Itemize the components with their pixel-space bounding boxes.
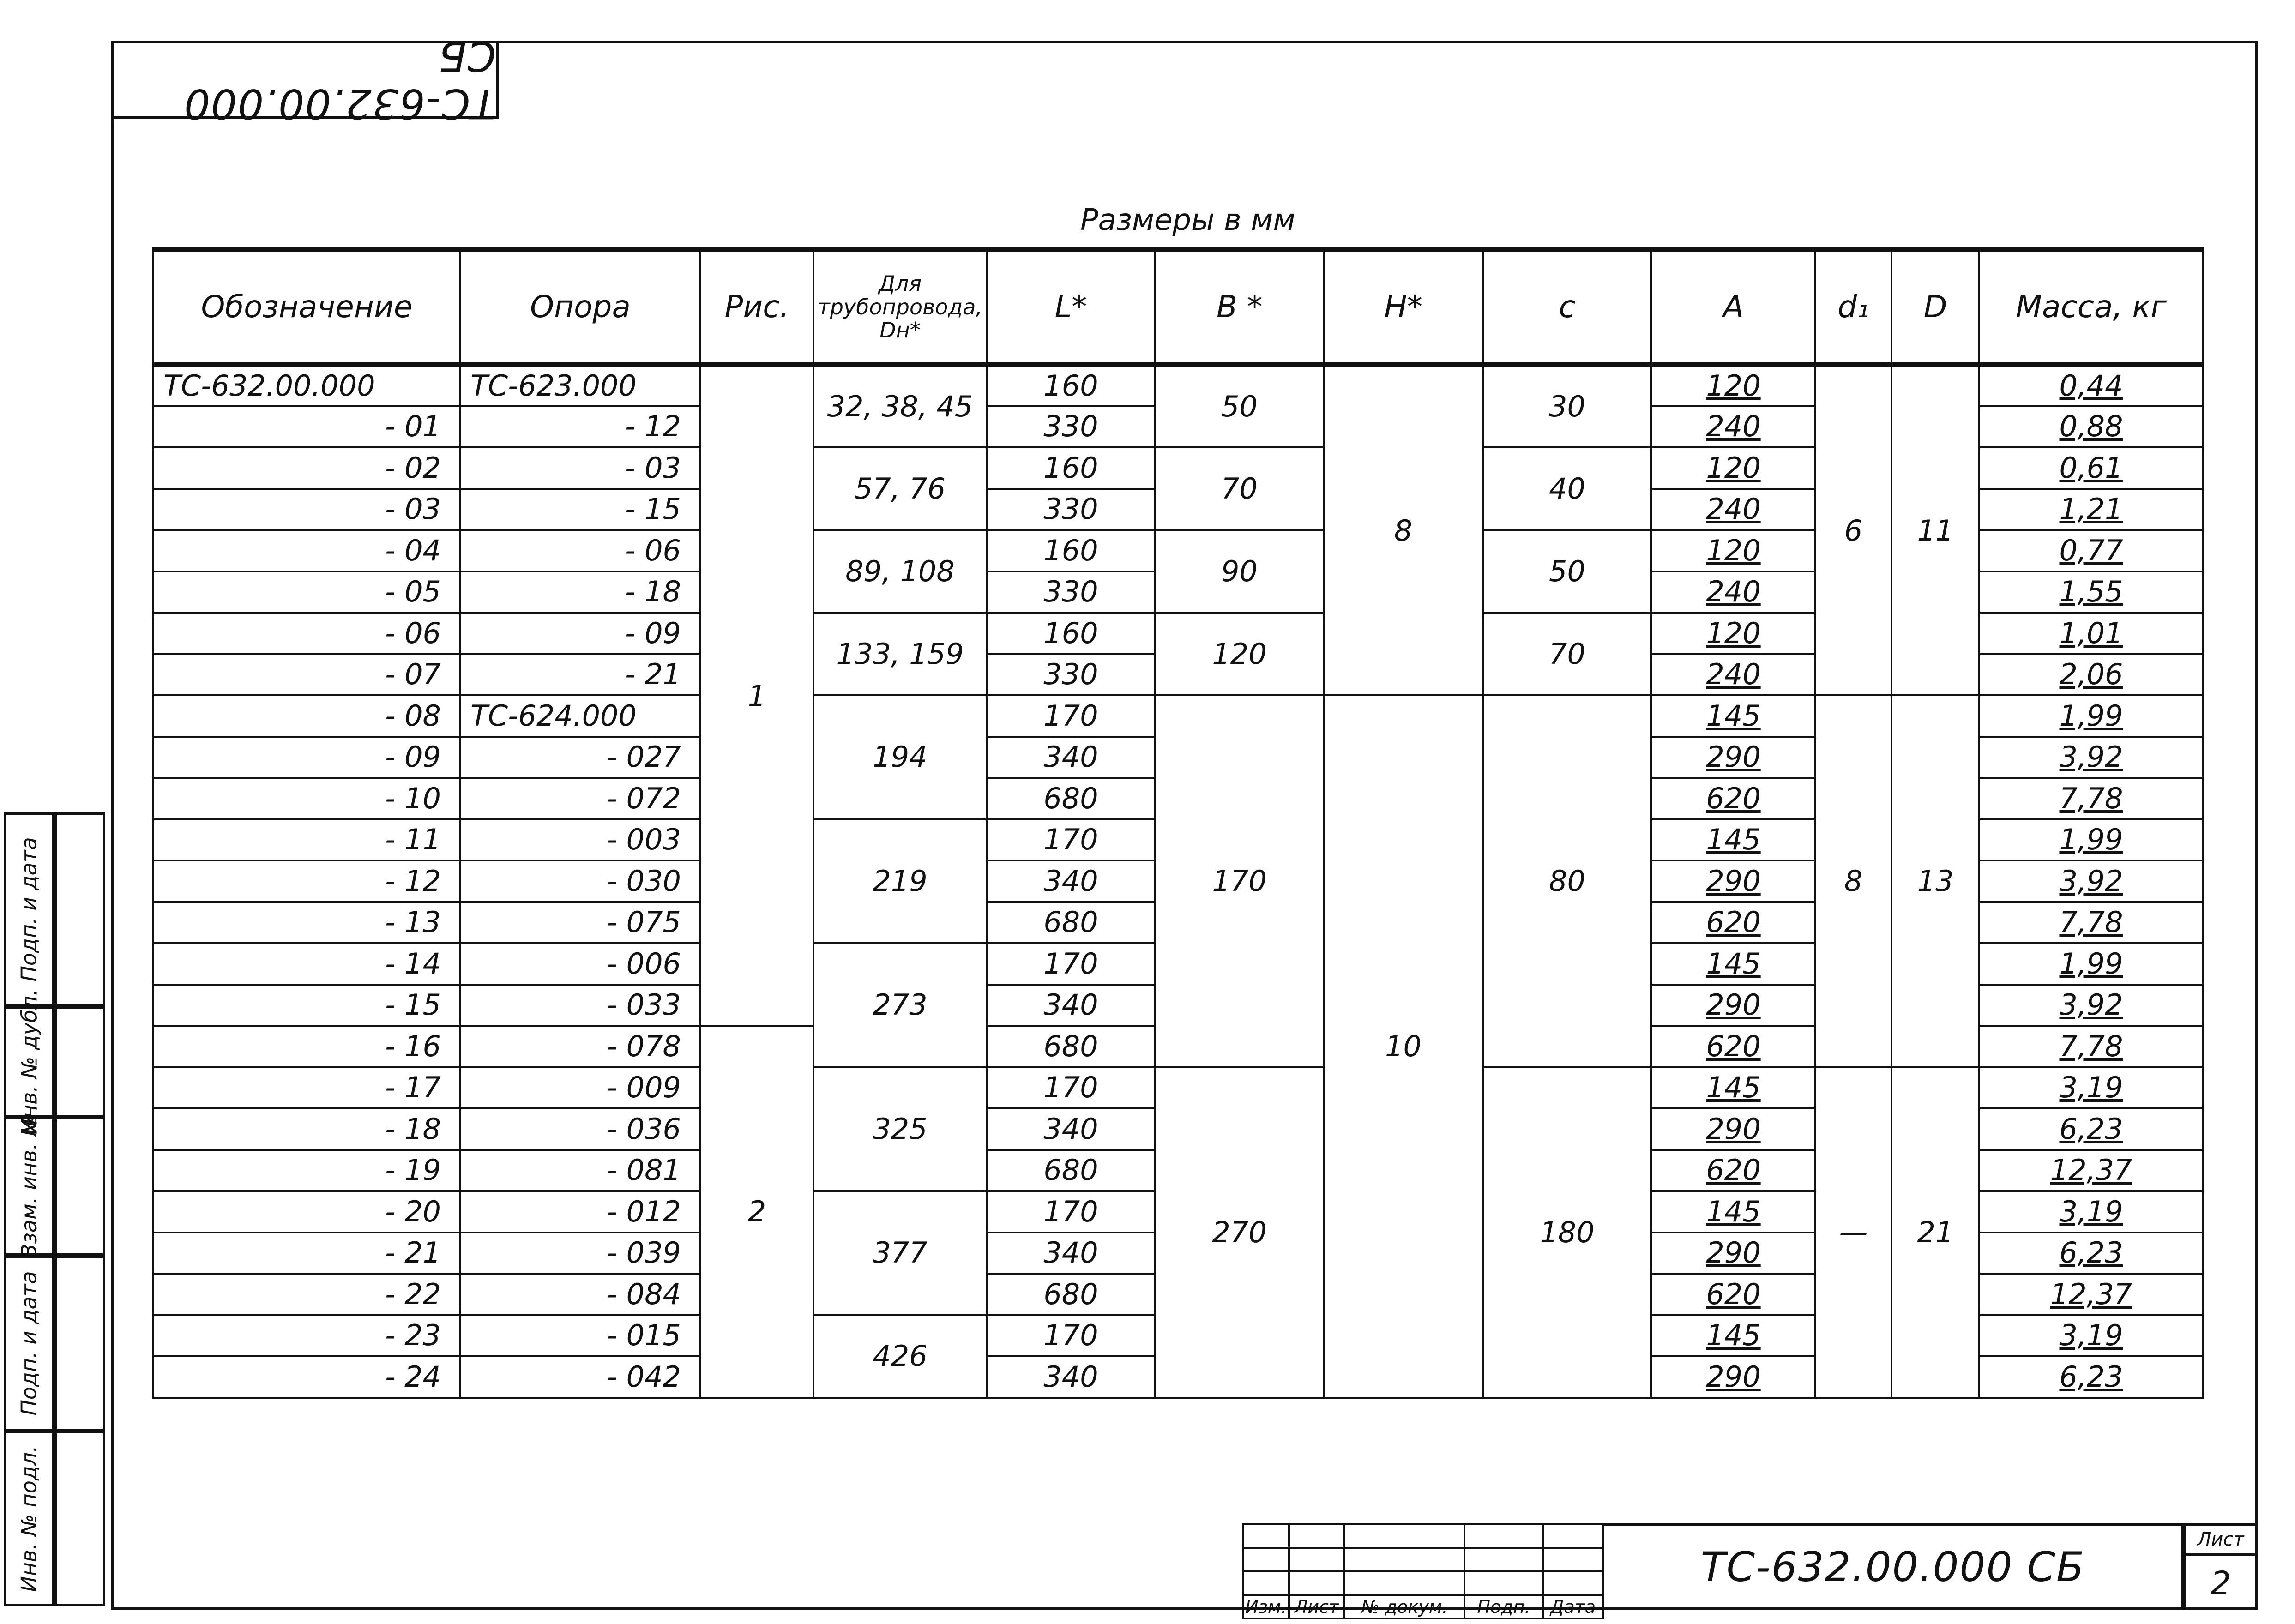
cell-designation: - 02 [153,447,460,489]
header-support: Опора [460,249,700,365]
units-note: Размеры в мм [1080,203,1295,237]
cell-support: - 006 [460,943,700,985]
cell-mass: 3,19 [1979,1191,2203,1233]
cell-A: 620 [1651,1274,1815,1315]
cell-mass: 3,92 [1979,737,2203,778]
cell-L: 170 [987,819,1155,861]
header-d1: d₁ [1815,249,1891,365]
rev-col-izm: Изм. [1243,1595,1289,1618]
cell-designation: - 15 [153,985,460,1026]
cell-L: 680 [987,1026,1155,1067]
cell-A: 240 [1651,571,1815,613]
cell-A: 290 [1651,860,1815,902]
cell-designation: - 13 [153,902,460,944]
cell-A: 290 [1651,1356,1815,1398]
cell-A: 240 [1651,654,1815,696]
cell-support: - 036 [460,1108,700,1150]
cell-support: - 06 [460,530,700,571]
header-pipe: Для трубопровода, Dн* [813,249,987,365]
cell-L: 170 [987,1067,1155,1109]
cell-A: 145 [1651,1315,1815,1357]
cell-pipe: 219 [813,819,987,944]
cell-support: - 03 [460,447,700,489]
cell-d1: 8 [1815,695,1891,1067]
cell-A: 145 [1651,943,1815,985]
cell-A: 145 [1651,1067,1815,1109]
cell-mass: 1,99 [1979,819,2203,861]
cell-mass: 0,44 [1979,365,2203,406]
cell-A: 290 [1651,737,1815,778]
header-H: H* [1324,249,1483,365]
cell-designation: - 19 [153,1150,460,1191]
cell-L: 160 [987,365,1155,406]
cell-designation: - 08 [153,695,460,737]
table-row [153,365,2203,406]
cell-B: 50 [1155,365,1324,447]
cell-support: - 078 [460,1026,700,1067]
cell-mass: 3,19 [1979,1315,2203,1357]
cell-L: 680 [987,778,1155,819]
cell-support: - 009 [460,1067,700,1109]
cell-D: 11 [1891,365,1979,695]
rev-col-doc: № докум. [1344,1595,1464,1618]
header-c: c [1483,249,1651,365]
cell-designation: - 23 [153,1315,460,1357]
cell-pipe: 133, 159 [813,613,987,695]
revision-grid [1242,1523,1604,1619]
cell-A: 145 [1651,819,1815,861]
header-A: A [1651,249,1815,365]
cell-designation: ТС-632.00.000 [153,365,460,406]
spec-table [152,247,2204,1399]
cell-B: 170 [1155,695,1324,1067]
rev-col-date: Дата [1543,1595,1603,1618]
cell-L: 160 [987,530,1155,571]
sheet-box [2184,1523,2258,1610]
cell-d1: — [1815,1067,1891,1398]
cell-support: - 027 [460,737,700,778]
cell-mass: 1,99 [1979,943,2203,985]
cell-support: - 012 [460,1191,700,1233]
cell-designation: - 09 [153,737,460,778]
cell-mass: 2,06 [1979,654,2203,696]
title-block [1242,1523,2258,1617]
side-blank-3 [54,1006,105,1117]
cell-L: 340 [987,1233,1155,1274]
cell-A: 240 [1651,406,1815,448]
sheet-number: 2 [2210,1564,2231,1602]
cell-pipe: 57, 76 [813,447,987,530]
side-cell-4: Подп. и дата [4,812,54,1006]
cell-mass: 12,37 [1979,1274,2203,1315]
cell-support: - 15 [460,489,700,530]
cell-B: 70 [1155,447,1324,530]
cell-pipe: 273 [813,943,987,1067]
cell-pipe: 32, 38, 45 [813,365,987,447]
side-blank-1 [54,1256,105,1431]
cell-L: 680 [987,1150,1155,1191]
cell-D: 13 [1891,695,1979,1067]
cell-A: 240 [1651,489,1815,530]
table-header-row [153,249,2203,365]
cell-designation: - 07 [153,654,460,696]
cell-support: - 030 [460,860,700,902]
cell-pipe: 377 [813,1191,987,1315]
cell-mass: 3,92 [1979,985,2203,1026]
cell-designation: - 16 [153,1026,460,1067]
cell-c: 40 [1483,447,1651,530]
cell-support: ТС-624.000 [460,695,700,737]
cell-B: 90 [1155,530,1324,613]
cell-support: - 21 [460,654,700,696]
cell-c: 80 [1483,695,1651,1067]
top-doc-stamp [111,32,499,127]
cell-mass: 6,23 [1979,1108,2203,1150]
cell-support: - 003 [460,819,700,861]
cell-L: 160 [987,447,1155,489]
header-fig: Рис. [700,249,813,365]
rev-col-list: Лист [1289,1595,1344,1618]
cell-mass: 0,77 [1979,530,2203,571]
cell-L: 340 [987,1108,1155,1150]
cell-mass: 7,78 [1979,778,2203,819]
cell-A: 120 [1651,447,1815,489]
cell-A: 290 [1651,985,1815,1026]
cell-mass: 6,23 [1979,1356,2203,1398]
side-cell-0: Инв. № подл. [4,1431,54,1606]
cell-L: 330 [987,654,1155,696]
cell-B: 120 [1155,613,1324,695]
table-row [153,1067,2203,1109]
cell-designation: - 03 [153,489,460,530]
cell-A: 620 [1651,1150,1815,1191]
cell-pipe: 194 [813,695,987,819]
cell-L: 170 [987,1191,1155,1233]
header-mass: Масса, кг [1979,249,2203,365]
cell-A: 290 [1651,1108,1815,1150]
cell-designation: - 11 [153,819,460,861]
cell-A: 620 [1651,778,1815,819]
side-blank-4 [54,812,105,1006]
side-stamp [4,812,105,1606]
side-cell-1: Подп. и дата [4,1256,54,1431]
header-B: B * [1155,249,1324,365]
cell-designation: - 17 [153,1067,460,1109]
sheet-label: Лист [2186,1526,2255,1556]
cell-H: 8 [1324,365,1483,695]
cell-designation: - 14 [153,943,460,985]
header-D: D [1891,249,1979,365]
cell-support: - 033 [460,985,700,1026]
cell-c: 70 [1483,613,1651,695]
cell-mass: 0,88 [1979,406,2203,448]
cell-support: - 12 [460,406,700,448]
cell-A: 620 [1651,1026,1815,1067]
cell-designation: - 04 [153,530,460,571]
cell-support: - 072 [460,778,700,819]
cell-designation: - 10 [153,778,460,819]
cell-A: 145 [1651,695,1815,737]
cell-support: - 042 [460,1356,700,1398]
cell-support: - 015 [460,1315,700,1357]
cell-L: 340 [987,737,1155,778]
header-L: L* [987,249,1155,365]
cell-fig: 1 [700,365,813,1026]
cell-mass: 6,23 [1979,1233,2203,1274]
header-designation: Обозначение [153,249,460,365]
cell-A: 120 [1651,530,1815,571]
cell-c: 50 [1483,530,1651,613]
cell-L: 170 [987,943,1155,985]
cell-d1: 6 [1815,365,1891,695]
cell-B: 270 [1155,1067,1324,1398]
cell-L: 330 [987,406,1155,448]
cell-designation: - 01 [153,406,460,448]
cell-L: 170 [987,1315,1155,1357]
cell-support: - 081 [460,1150,700,1191]
cell-A: 145 [1651,1191,1815,1233]
cell-mass: 1,01 [1979,613,2203,654]
cell-A: 120 [1651,613,1815,654]
cell-A: 120 [1651,365,1815,406]
cell-L: 680 [987,1274,1155,1315]
cell-L: 330 [987,571,1155,613]
cell-support: - 075 [460,902,700,944]
cell-designation: - 05 [153,571,460,613]
cell-designation: - 24 [153,1356,460,1398]
cell-L: 340 [987,860,1155,902]
cell-support: - 09 [460,613,700,654]
table-row [153,695,2203,737]
side-blank-2 [54,1117,105,1256]
cell-designation: - 21 [153,1233,460,1274]
cell-L: 680 [987,902,1155,944]
title-doc-code: ТС-632.00.000 СБ [1602,1523,2184,1610]
cell-A: 290 [1651,1233,1815,1274]
cell-c: 30 [1483,365,1651,447]
cell-mass: 7,78 [1979,1026,2203,1067]
cell-designation: - 12 [153,860,460,902]
revision-header-row [1243,1595,1603,1618]
cell-D: 21 [1891,1067,1979,1398]
cell-designation: - 18 [153,1108,460,1150]
cell-designation: - 06 [153,613,460,654]
side-cell-3: Инв. № дубл. [4,1006,54,1117]
cell-mass: 12,37 [1979,1150,2203,1191]
cell-H: 10 [1324,695,1483,1398]
cell-mass: 1,99 [1979,695,2203,737]
cell-A: 620 [1651,902,1815,944]
cell-c: 180 [1483,1067,1651,1398]
cell-support: - 084 [460,1274,700,1315]
cell-mass: 0,61 [1979,447,2203,489]
cell-fig: 2 [700,1026,813,1398]
cell-mass: 7,78 [1979,902,2203,944]
cell-support: ТС-623.000 [460,365,700,406]
side-cell-2: Взам. инв. № [4,1117,54,1256]
cell-mass: 1,21 [1979,489,2203,530]
cell-pipe: 325 [813,1067,987,1191]
cell-L: 340 [987,985,1155,1026]
cell-mass: 3,19 [1979,1067,2203,1109]
cell-support: - 039 [460,1233,700,1274]
cell-L: 170 [987,695,1155,737]
cell-pipe: 89, 108 [813,530,987,613]
cell-designation: - 20 [153,1191,460,1233]
cell-support: - 18 [460,571,700,613]
cell-L: 340 [987,1356,1155,1398]
cell-pipe: 426 [813,1315,987,1398]
side-blank-0 [54,1431,105,1606]
top-doc-code: ТС-632.00.000 СБ [183,32,496,127]
cell-mass: 3,92 [1979,860,2203,902]
rev-col-sign: Подп. [1464,1595,1543,1618]
cell-L: 330 [987,489,1155,530]
cell-designation: - 22 [153,1274,460,1315]
cell-L: 160 [987,613,1155,654]
cell-mass: 1,55 [1979,571,2203,613]
